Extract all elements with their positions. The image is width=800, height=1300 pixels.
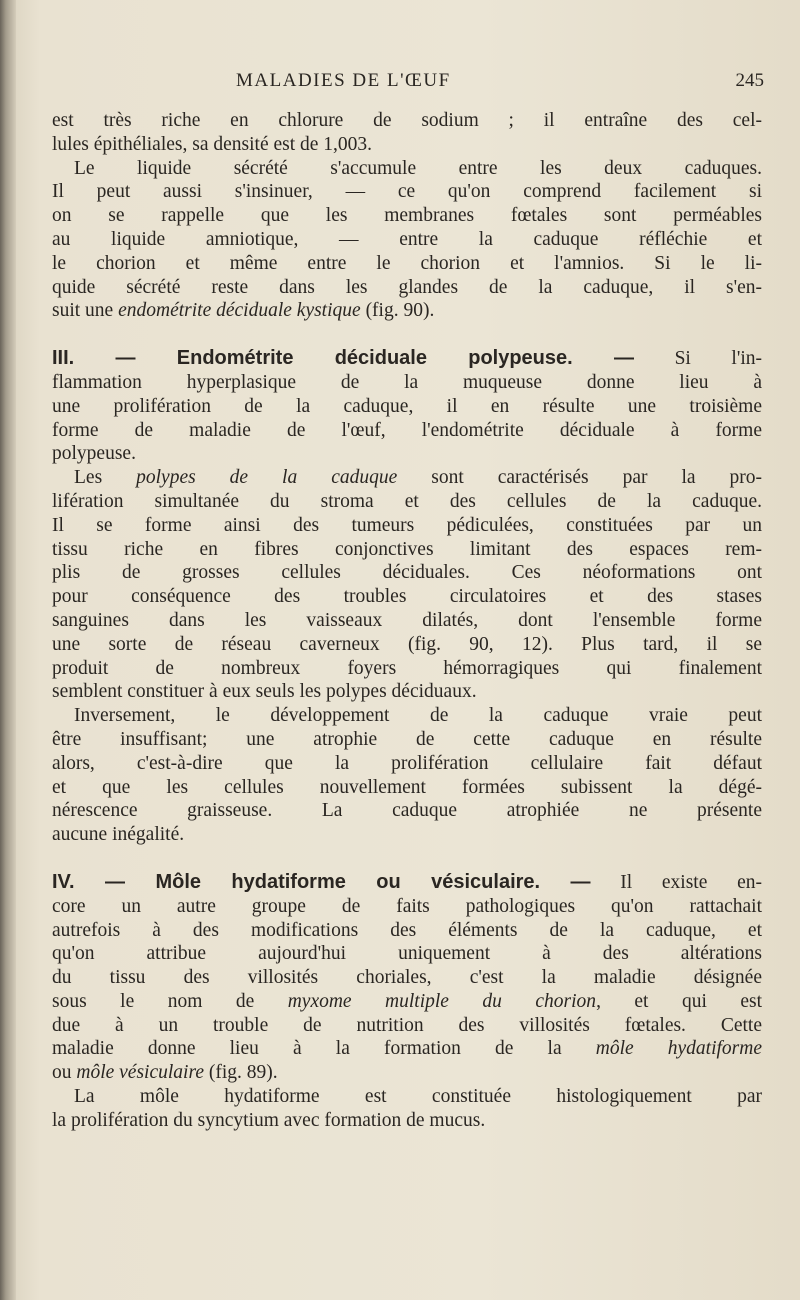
text-line: du tissu des villosités choriales, c'est la maladie désignée (52, 967, 762, 989)
running-header (236, 70, 764, 100)
text-run: suit une (52, 300, 119, 322)
italic-term: myxome multiple du chorion (287, 990, 597, 1012)
text-line: La môle hydatiforme est constituée histologiquement par (74, 1086, 762, 1108)
text-line: plis de grosses cellules déciduales. Ces néoformations ont (52, 562, 762, 584)
paragraph (52, 109, 762, 157)
text-line: Le liquide sécrété s'accumule entre les deux caduques. (74, 157, 762, 179)
text-line: tissu riche en fibres conjonctives limitant des espaces rem- (52, 538, 762, 560)
text-line: une prolifération de la caduque, il en résulte une troisième (52, 395, 762, 417)
section-iv (52, 871, 762, 1133)
text-line: qu'on attribue aujourd'hui uniquement à des altérations (52, 943, 762, 965)
text-line (52, 299, 762, 323)
section-spacer (52, 323, 762, 347)
section-heading: IV. — Môle hydatiforme ou vésiculaire. — (52, 870, 591, 893)
text-line (52, 871, 762, 895)
body-text (52, 109, 762, 1133)
text-line: Il peut aussi s'insinuer, — ce qu'on comprend facilement si (52, 181, 762, 203)
text-line: autrefois à des modifications des éléments de la caduque, et (52, 919, 762, 941)
text-line: le chorion et même entre le chorion et l'amnios. Si le li- (52, 252, 762, 274)
text-run: , et qui est (596, 990, 762, 1012)
text-line: produit de nombreux foyers hémorragiques qui finalement (52, 657, 762, 679)
text-line: flammation hyperplasique de la muqueuse donne lieu à (52, 371, 762, 393)
text-line: polypeuse. (52, 443, 136, 465)
text-line: nérescence graisseuse. La caduque atrophiée ne présente (52, 800, 762, 822)
italic-term: polypes de la caduque (136, 467, 398, 489)
text-line: lules épithéliales, sa densité est de 1,003. (52, 133, 373, 155)
page-number: 245 (735, 70, 764, 91)
text-run: sous le nom de (52, 990, 288, 1012)
text-line: pour conséquence des troubles circulatoires et des stases (52, 586, 762, 608)
text-line: due à un trouble de nutrition des villosités fœtales. Cette (52, 1014, 762, 1036)
text-line: Inversement, le développement de la caduque vraie peut (74, 705, 762, 727)
text-line: la prolifération du syncytium avec formation de mucus. (52, 1109, 486, 1131)
text-line (52, 990, 762, 1014)
text-line: quide sécrété reste dans les glandes de la caduque, il s'en- (52, 276, 762, 298)
text-line: semblent constituer à eux seuls les polypes déciduaux. (52, 681, 477, 703)
page-gutter-shadow (0, 0, 16, 1300)
text-line: sanguines dans les vaisseaux dilatés, dont l'ensemble forme (52, 609, 762, 631)
text-line: on se rappelle que les membranes fœtales sont perméables (52, 205, 762, 227)
text-line (52, 466, 762, 490)
text-line: est très riche en chlorure de sodium ; il entraîne des cel- (52, 110, 762, 131)
text-line: Il se forme ainsi des tumeurs pédiculées, constituées par un (52, 514, 762, 536)
text-line (52, 1037, 762, 1061)
italic-term: môle hydatiforme (595, 1038, 763, 1060)
text-run: Il existe en- (620, 871, 763, 893)
text-line: forme de maladie de l'œuf, l'endométrite déciduale à forme (52, 419, 762, 441)
text-line: aucune inégalité. (52, 824, 185, 846)
italic-term: môle vésiculaire (76, 1062, 204, 1084)
text-line (52, 347, 762, 371)
section-heading: III. — Endométrite déciduale polypeuse. — (52, 347, 634, 370)
text-run: maladie donne lieu à la formation de la (52, 1038, 596, 1060)
text-run: sont caractérisés par la pro- (397, 467, 763, 489)
text-line: au liquide amniotique, — entre la caduque réfléchie et (52, 228, 762, 250)
text-line: lifération simultanée du stroma et des cellules de la caduque. (52, 490, 762, 512)
paragraph (52, 157, 762, 324)
text-run: Si l'in- (674, 348, 763, 370)
running-header-title: MALADIES DE L'ŒUF (236, 70, 451, 91)
text-line: une sorte de réseau caverneux (fig. 90, 12). Plus tard, il se (52, 633, 762, 655)
text-run: (fig. 90). (360, 300, 435, 322)
text-run: Les (74, 467, 137, 489)
text-line: être insuffisant; une atrophie de cette caduque en résulte (52, 728, 762, 750)
text-line (52, 1061, 762, 1085)
section-spacer (52, 847, 762, 871)
text-run: (fig. 89). (203, 1062, 278, 1084)
section-iii (52, 347, 762, 847)
text-line: core un autre groupe de faits pathologiques qu'on rattachait (52, 895, 762, 917)
text-line: alors, c'est-à-dire que la prolifération cellulaire fait défaut (52, 752, 762, 774)
italic-term: endométrite déciduale kystique (118, 300, 361, 322)
text-run: ou (52, 1062, 77, 1084)
text-line: et que les cellules nouvellement formées subissent la dégé- (52, 776, 762, 798)
